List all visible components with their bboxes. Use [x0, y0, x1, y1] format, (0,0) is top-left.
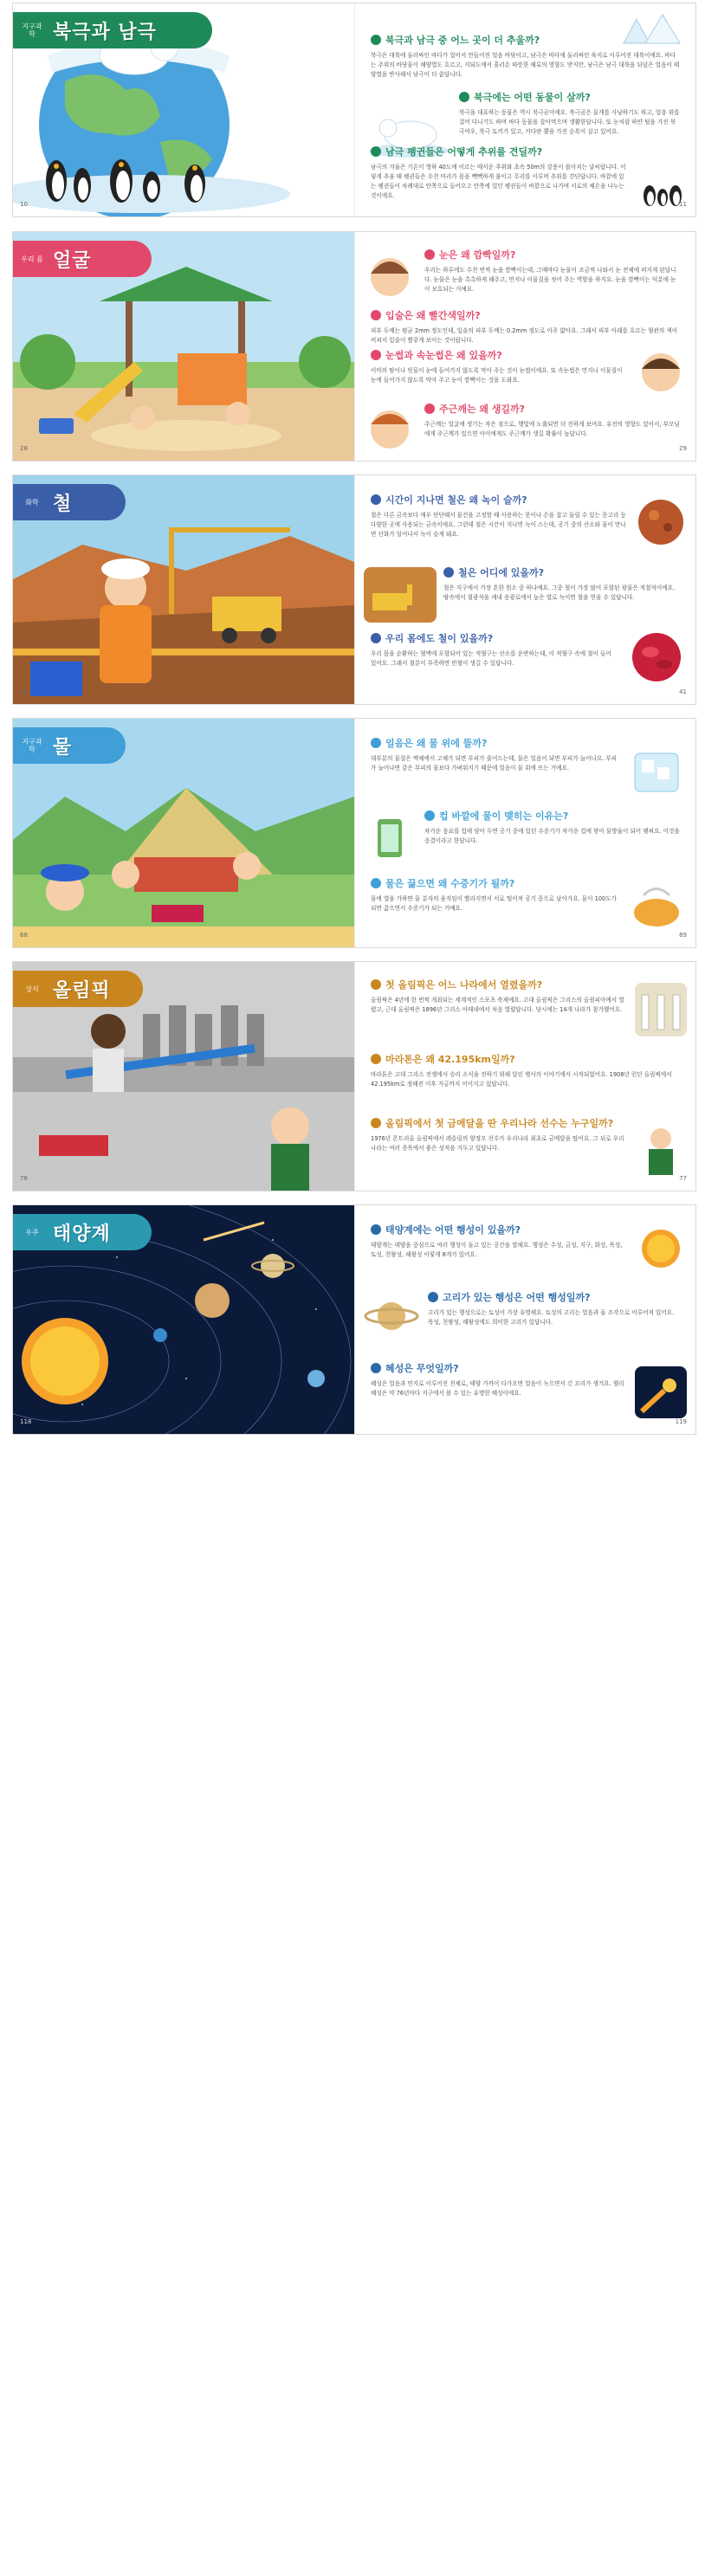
question-block: [371, 493, 626, 539]
question-text: 남극 펭귄들은 어떻게 추위를 견딜까?: [385, 146, 543, 158]
question-block: [371, 1052, 680, 1089]
question-heading: [371, 308, 680, 322]
saturn-illustration: [364, 1288, 419, 1344]
chapter-tab: [13, 12, 212, 48]
snowflake-icon: [459, 92, 469, 102]
answer-text: 우리는 하루에도 수천 번씩 눈을 깜빡이는데, 그때마다 눈물이 조금씩 나와서 눈 전체에 퍼지게 된답니다. 눈물은 눈을 촉촉하게 해주고, 먼지나 이물질을 씻어 주는 역할을 하지요. 눈을 깜빡이는 덕분에 눈이 보호되는 거예요.: [424, 267, 676, 293]
chapter-category: 지구과학: [22, 23, 42, 38]
chapter-tab: [13, 971, 143, 1007]
answer-text: 태양계는 태양을 중심으로 여러 행성이 돌고 있는 공간을 말해요. 행성은 수성, 금성, 지구, 화성, 목성, 토성, 천왕성, 해왕성 이렇게 8개가 있어요.: [371, 1242, 623, 1258]
question-text: 입술은 왜 빨간색일까?: [385, 310, 481, 321]
ancient-column-illustration: [635, 983, 687, 1036]
illustration-left: [13, 232, 354, 461]
page-number-left: 76: [20, 1175, 28, 1182]
question-block: [424, 402, 680, 439]
snowflake-icon: [371, 146, 381, 157]
chapter-tab: [13, 484, 126, 520]
heart-icon: [424, 249, 435, 260]
spread-olympics: [13, 962, 695, 1191]
question-text: 북극에는 어떤 동물이 살까?: [474, 92, 591, 103]
chapter-title: 물: [53, 736, 73, 759]
question-block: [371, 1223, 626, 1260]
spread-arctic: [13, 3, 695, 216]
question-block: [428, 1290, 680, 1327]
page-number-right: 29: [679, 445, 687, 452]
page-number-left: 40: [20, 688, 28, 695]
planet-icon: [371, 1224, 381, 1235]
cup-illustration: [364, 810, 416, 862]
question-text: 태양계에는 어떤 행성이 있을까?: [385, 1224, 521, 1236]
chapter-category: 지구과학: [22, 738, 42, 753]
question-heading: [428, 1290, 680, 1304]
medal-icon: [371, 979, 381, 990]
planet-icon: [428, 1292, 438, 1302]
page-number-right: 41: [679, 688, 687, 695]
water-drop-icon: [371, 738, 381, 748]
sun-illustration: [635, 1223, 687, 1275]
text-page: [354, 719, 695, 947]
answer-text: 이마의 땀이나 빗물이 눈에 들어가지 않도록 막아 주는 것이 눈썹이에요. 또 속눈썹은 먼지나 이물질이 눈에 들어가지 않도록 막아 주고 눈이 깜빡이는 것을 도와요.: [371, 367, 623, 384]
question-text: 올림픽에서 첫 금메달을 딴 우리나라 선수는 누구일까?: [385, 1118, 614, 1129]
page-number-left: 28: [20, 445, 28, 452]
spread-water: [13, 719, 695, 947]
illustration-left: [13, 962, 354, 1191]
answer-text: 철은 다른 금속보다 매우 단단해서 물건을 고정할 때 사용하는 못이나 손을 잡고 돌릴 수 있는 문고리 등 다양한 곳에 사용되는 금속이에요. 그런데 철은 시간이 지나면 녹이 스는데, 공기 중의 산소와 물이 만나면 산화가 일어나서 녹이 슬게 돼요.: [371, 512, 626, 538]
question-heading: [371, 1052, 680, 1066]
question-block: [459, 90, 680, 137]
question-text: 철은 어디에 있을까?: [458, 567, 545, 578]
chapter-title: 얼굴: [53, 249, 92, 272]
question-heading: [424, 248, 680, 261]
text-page: [354, 475, 695, 704]
answer-text: 대부분의 물질은 액체에서 고체가 되면 부피가 줄어드는데, 물은 얼음이 되면 부피가 늘어나요. 부피가 늘어나면 같은 부피의 물보다 가벼워지기 때문에 얼음이 물 위에 뜨는 거예요.: [371, 755, 618, 772]
question-text: 마라톤은 왜 42.195km일까?: [385, 1054, 515, 1065]
question-heading: [371, 145, 680, 158]
page-number-right: 69: [679, 932, 687, 939]
text-page: [354, 3, 695, 216]
planet-icon: [371, 1363, 381, 1373]
chapter-title: 올림픽: [53, 979, 111, 1002]
page-number-left: 118: [20, 1418, 32, 1425]
water-drop-icon: [371, 878, 381, 888]
question-heading: [371, 348, 626, 362]
spread-iron: [13, 475, 695, 704]
question-block: [371, 631, 618, 668]
illustration-left: [13, 1205, 354, 1434]
medal-icon: [371, 1054, 381, 1064]
illustration-left: [13, 475, 354, 704]
question-block: [371, 145, 680, 201]
heart-icon: [371, 310, 381, 320]
page-number-left: 10: [20, 201, 28, 208]
snowflake-icon: [371, 35, 381, 45]
chapter-tab: [13, 1214, 152, 1250]
question-block: [371, 308, 680, 345]
question-heading: [371, 1116, 626, 1130]
question-heading: [371, 736, 618, 750]
question-text: 얼음은 왜 물 위에 뜰까?: [385, 738, 488, 749]
excavator-illustration: [364, 567, 437, 623]
child-face-illustration: [635, 345, 687, 397]
question-heading: [371, 1223, 626, 1236]
chapter-title: 태양계: [53, 1223, 111, 1245]
answer-text: 북극은 대륙에 둘러싸인 바다가 얼어서 만들어진 얼음 바닷이고, 남극은 바다에 둘러싸인 육지로 이루어진 대륙이에요. 바다는 주위의 바닷물이 해양열도 흐르고, 지되도에서 흘러온 따뜻한 해류의 영향도 받지만, 남극은 남극 대륙을 뒤덮은 얼음이 태양열을 반사해서 남극이 더 춥답니다.: [371, 52, 680, 78]
answer-text: 북극을 대표하는 동물은 역시 북극곰이에요. 북극곰은 물개를 사냥하기도 하고, 얼음 위를 걸어 다니기도 하며 바다 동물을 잡아먹으며 생활한답니다. 또 눈처럼 하얀 털을 가진 북극여우, 북극 토끼가 있고, 커다란 뿔을 가진 순록이 살고 있어요.: [459, 109, 680, 135]
question-block: [424, 248, 680, 294]
rust-sphere-illustration: [635, 496, 687, 548]
spread-solar-system: [13, 1205, 695, 1434]
heart-icon: [371, 350, 381, 360]
answer-text: 우리 몸을 순환하는 혈액에 포함되어 있는 적혈구는 산소를 운반하는데, 이 적혈구 속에 철이 들어 있어요. 그래서 철분이 부족하면 빈혈이 생길 수 있답니다.: [371, 650, 611, 667]
chapter-tab: [13, 727, 126, 764]
question-heading: [371, 631, 618, 645]
text-page: [354, 232, 695, 461]
nail-icon: [443, 567, 454, 578]
answer-text: 남극의 겨울은 기온이 영하 40도에 이르는 매서운 추위와 초속 50m의 강풍이 몰아치는 날씨랍니다. 이렇게 추울 때 펭귄들은 수천 마리가 몸을 빽빽하게 붙이고 무리를 이루며 추위를 견딘답니다. 바깥에 있는 펭귄들이 차례대로 안쪽으로 들어오고 안쪽에 있던 펭귄들이 바깥으로 나가며 서로의 체온을 나누는 것이에요.: [371, 164, 626, 199]
question-heading: [371, 1361, 626, 1375]
answer-text: 피부 두께는 평균 2mm 정도인데, 입술의 피부 두께는 0.2mm 정도로 아주 얇아요. 그래서 피부 아래를 흐르는 혈관의 색이 비쳐서 입술이 빨갛게 보이는 것이랍니다.: [371, 327, 678, 344]
question-text: 혜성은 무엇일까?: [385, 1363, 459, 1374]
illustration-left: [13, 3, 354, 216]
child-face-illustration: [364, 402, 416, 454]
nail-icon: [371, 494, 381, 505]
question-text: 우리 몸에도 철이 있을까?: [385, 633, 494, 644]
question-heading: [443, 565, 680, 579]
question-heading: [459, 90, 680, 104]
question-block: [371, 1361, 626, 1398]
chapter-title: 철: [53, 493, 73, 515]
page-number-right: 11: [679, 201, 687, 208]
chapter-title: 북극과 남극: [53, 21, 157, 43]
question-heading: [424, 809, 680, 823]
chapter-category: 상식: [25, 985, 39, 993]
chapter-category: 우리 몸: [21, 255, 43, 263]
kettle-illustration: [626, 878, 687, 930]
red-blood-cell-illustration: [626, 631, 687, 683]
page-number-left: 68: [20, 932, 28, 939]
question-block: [443, 565, 680, 603]
answer-text: 철은 지구에서 가장 흔한 원소 중 하나예요. 그중 철이 가장 많이 포함된 광물은 적철석이에요. 땅속에서 철광석을 캐내 용광로에서 높은 열로 녹이면 철을 얻을 수 있답니다.: [443, 584, 676, 601]
nail-icon: [371, 633, 381, 643]
question-block: [371, 876, 618, 914]
medal-icon: [371, 1118, 381, 1128]
question-text: 눈썹과 속눈썹은 왜 있을까?: [385, 350, 502, 361]
question-text: 주근깨는 왜 생길까?: [439, 404, 526, 415]
question-text: 북극과 남극 중 어느 곳이 더 추울까?: [385, 35, 540, 46]
question-block: [424, 809, 680, 846]
question-heading: [371, 978, 626, 991]
question-heading: [424, 402, 680, 416]
question-text: 눈은 왜 깜빡일까?: [439, 249, 516, 261]
ice-cubes-illustration: [626, 745, 687, 797]
answer-text: 마라톤은 고대 그리스 전쟁에서 승리 소식을 전하기 위해 달린 병사의 이야기에서 시작되었어요. 1908년 런던 올림픽에서 42.195km로 정해진 이후 지금까지 이어지고 있답니다.: [371, 1071, 672, 1088]
text-page: [354, 1205, 695, 1434]
page-number-right: 119: [675, 1418, 687, 1425]
chapter-category: 우주: [25, 1228, 39, 1236]
answer-text: 1976년 몬트리올 올림픽에서 레슬링의 양정모 선수가 우리나라 최초로 금메달을 땄어요. 그 뒤로 우리나라는 여러 종목에서 좋은 성적을 거두고 있답니다.: [371, 1135, 624, 1152]
answer-text: 물에 열을 가하면 물 분자의 움직임이 빨라지면서 서로 떨어져 공기 중으로 날아가요. 물이 100도가 되면 끓으면서 수증기가 되는 거예요.: [371, 895, 617, 912]
question-text: 컵 바깥에 물이 맺히는 이유는?: [439, 810, 569, 822]
heart-icon: [424, 404, 435, 414]
question-text: 시간이 지나면 철은 왜 녹이 슬까?: [385, 494, 527, 506]
question-block: [371, 736, 618, 773]
spread-face: [13, 232, 695, 461]
question-block: [371, 33, 680, 80]
child-face-illustration: [364, 249, 416, 301]
question-heading: [371, 876, 618, 890]
question-text: 고리가 있는 행성은 어떤 행성일까?: [443, 1292, 591, 1303]
text-page: [354, 962, 695, 1191]
question-block: [371, 348, 626, 385]
chapter-category: 화학: [25, 498, 39, 507]
answer-text: 고리가 있는 행성으로는 토성이 가장 유명해요. 토성의 고리는 얼음과 돌 조각으로 이루어져 있어요. 목성, 천왕성, 해왕성에도 희미한 고리가 있답니다.: [428, 1309, 675, 1326]
question-text: 물은 끓으면 왜 수증기가 될까?: [385, 878, 515, 889]
athlete-illustration: [635, 1123, 687, 1178]
illustration-left: [13, 719, 354, 947]
question-block: [371, 978, 626, 1015]
comet-illustration: [635, 1366, 687, 1418]
answer-text: 차가운 음료를 컵에 담아 두면 공기 중에 있던 수증기가 차가운 컵에 닿아 물방울이 되어 맺혀요. 이것을 응결이라고 한답니다.: [424, 828, 680, 844]
page-number-right: 77: [679, 1175, 687, 1182]
question-heading: [371, 33, 680, 47]
water-drop-icon: [424, 810, 435, 821]
question-block: [371, 1116, 626, 1153]
answer-text: 혜성은 얼음과 먼지로 이루어진 천체로, 태양 가까이 다가오면 얼음이 녹으면서 긴 꼬리가 생겨요. 핼리 혜성은 약 76년마다 지구에서 볼 수 있는 유명한 혜성이에요.: [371, 1380, 624, 1397]
chapter-tab: [13, 241, 152, 277]
question-heading: [371, 493, 626, 507]
answer-text: 올림픽은 4년에 한 번씩 개최되는 세계적인 스포츠 축제예요. 고대 올림픽은 그리스의 올림피아에서 열렸고, 근대 올림픽은 1896년 그리스 아테네에서 처음 열렸답니다. 당시에는 14개 나라가 참가했어요.: [371, 997, 624, 1013]
answer-text: 주근깨는 얼굴에 생기는 작은 점으로, 햇빛에 노출되면 더 진하게 보여요. 유전의 영향도 있어서, 부모님에게 주근깨가 있으면 아이에게도 주근깨가 생길 확률이 높답니다.: [424, 421, 680, 437]
question-text: 첫 올림픽은 어느 나라에서 열렸을까?: [385, 979, 543, 991]
